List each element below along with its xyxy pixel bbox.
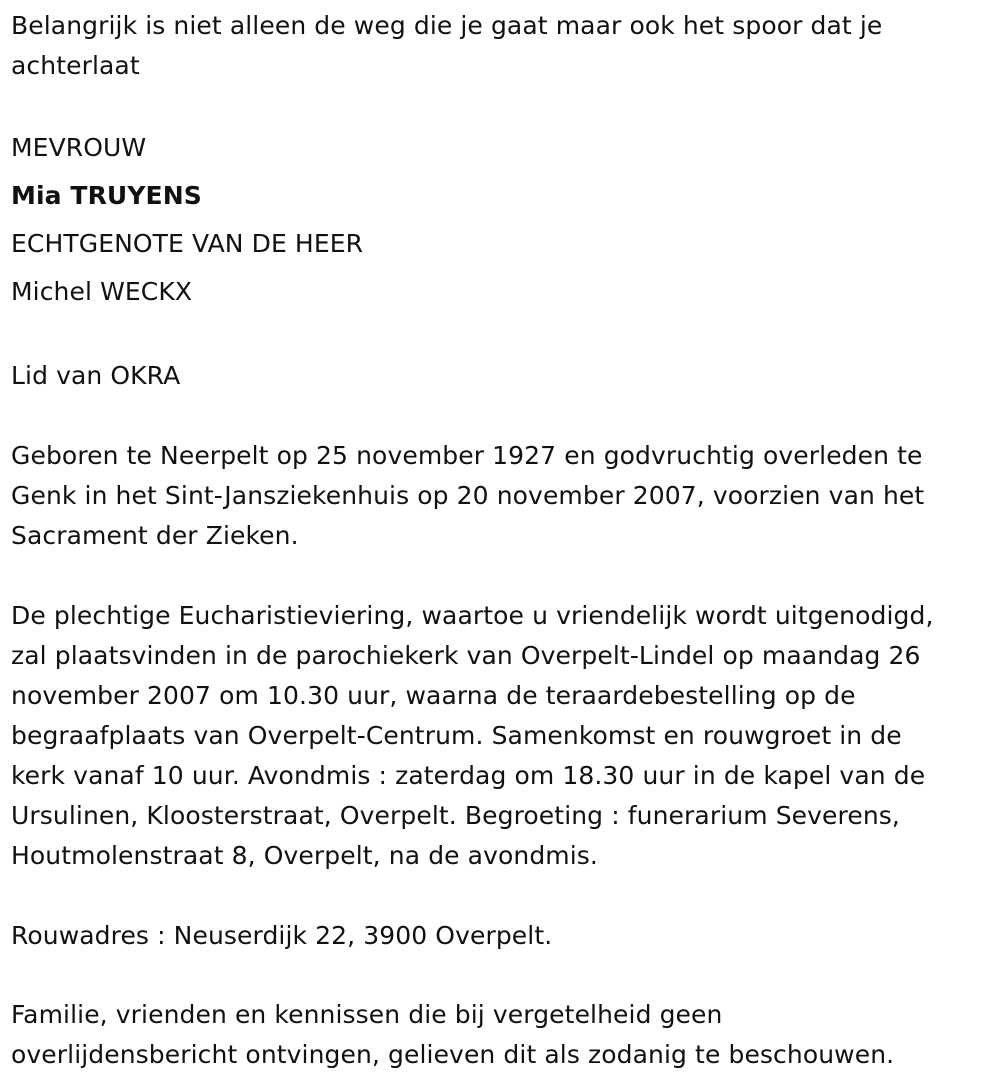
paragraph-line: begraafplaats van Overpelt-Centrum. Samenkomst en rouwgroet in de	[11, 721, 902, 750]
paragraph-line: Ursulinen, Kloosterstraat, Overpelt. Begroeting : funerarium Severens,	[11, 801, 900, 830]
paragraph-line: Houtmolenstraat 8, Overpelt, na de avondmis.	[11, 841, 598, 870]
paragraph-line: november 2007 om 10.30 uur, waarna de teraardebestelling op de	[11, 681, 856, 710]
closing-paragraph	[11, 995, 996, 1075]
paragraph-line: Genk in het Sint-Jansziekenhuis op 20 november 2007, voorzien van het	[11, 481, 925, 510]
deceased-block	[11, 124, 996, 316]
ceremony-paragraph	[11, 596, 996, 876]
opening-quote	[11, 6, 996, 86]
spouse-name: Michel WECKX	[11, 277, 193, 306]
birth-death-paragraph	[11, 436, 996, 556]
paragraph-line: De plechtige Eucharistieviering, waartoe u vriendelijk wordt uitgenodigd,	[11, 601, 934, 630]
membership	[11, 356, 996, 396]
mourning-address	[11, 916, 996, 956]
paragraph-line: kerk vanaf 10 uur. Avondmis : zaterdag om 18.30 uur in de kapel van de	[11, 761, 926, 790]
quote-line: achterlaat	[11, 51, 140, 80]
paragraph-line: zal plaatsvinden in de parochiekerk van Overpelt-Lindel op maandag 26	[11, 641, 921, 670]
paragraph-line: Familie, vrienden en kennissen die bij vergetelheid geen	[11, 1000, 723, 1029]
paragraph-line: Geboren te Neerpelt op 25 november 1927 en godvruchtig overleden te	[11, 441, 923, 470]
paragraph-line: overlijdensbericht ontvingen, gelieven dit als zodanig te beschouwen.	[11, 1040, 895, 1069]
membership-text: Lid van OKRA	[11, 361, 181, 390]
obituary-text	[11, 0, 996, 1075]
deceased-relation: ECHTGENOTE VAN DE HEER	[11, 229, 364, 258]
quote-line: Belangrijk is niet alleen de weg die je gaat maar ook het spoor dat je	[11, 11, 883, 40]
paragraph-line: Sacrament der Zieken.	[11, 521, 299, 550]
deceased-name: Mia TRUYENS	[11, 181, 202, 210]
address-text: Rouwadres : Neuserdijk 22, 3900 Overpelt.	[11, 921, 553, 950]
deceased-title: MEVROUW	[11, 133, 147, 162]
